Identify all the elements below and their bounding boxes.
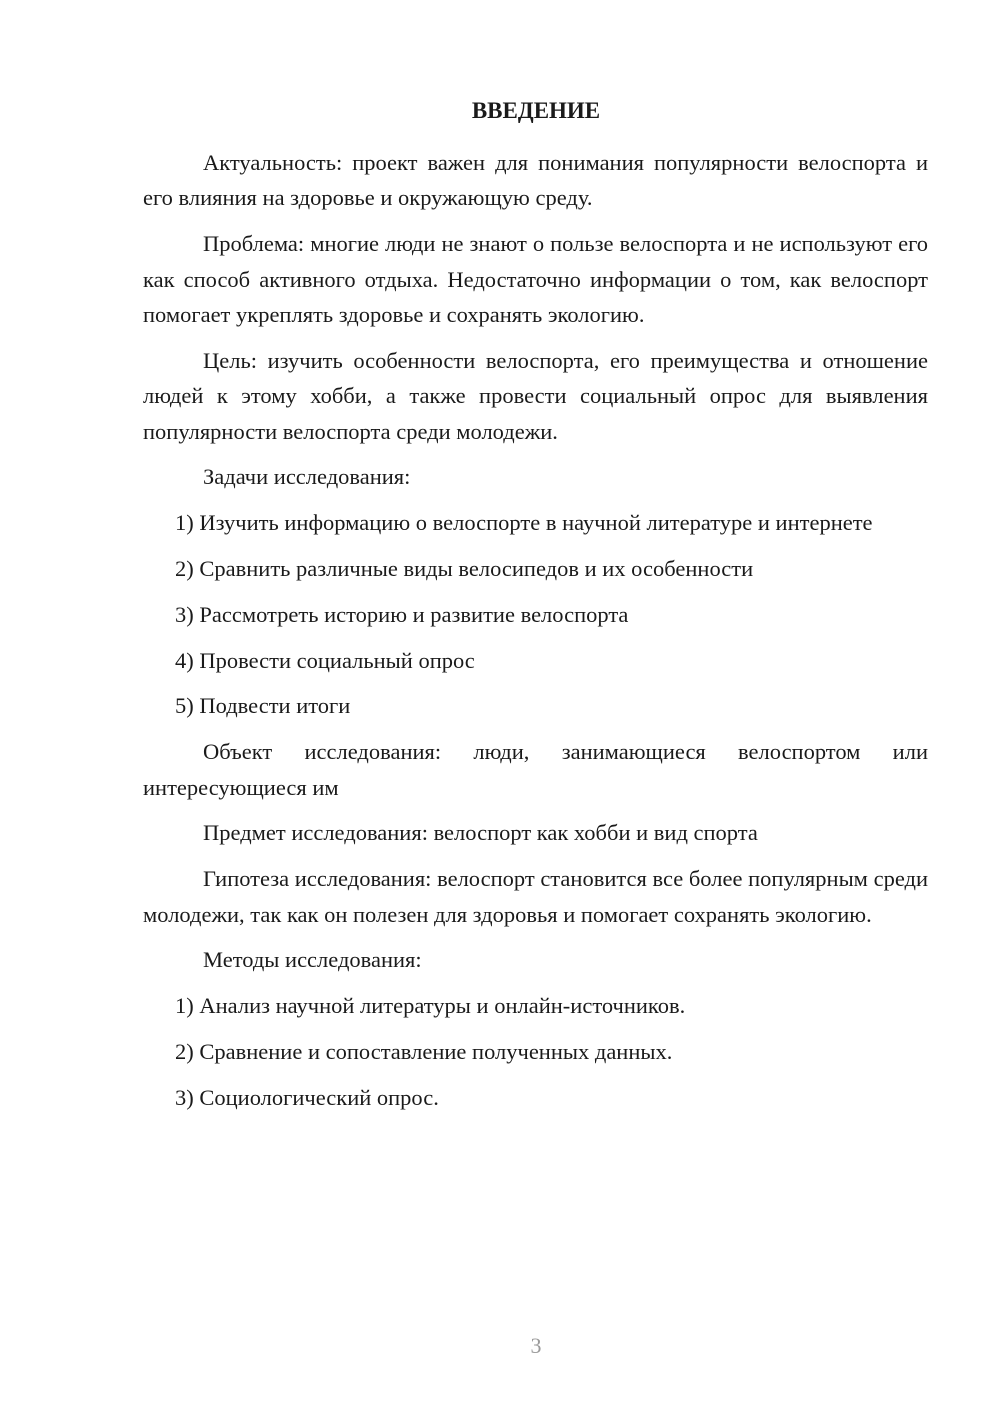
document-body [143, 145, 928, 1126]
list-item: 5) Подвести итоги [175, 693, 351, 719]
tasks-list [143, 505, 928, 724]
hypothesis-paragraph: Гипотеза исследования: велоспорт становится все более популярным среди молодежи, так как он полезен для здоровья и помогает сохранять экологию. [143, 866, 928, 927]
page-title: ВВЕДЕНИЕ [471, 98, 601, 123]
list-item: 4) Провести социальный опрос [175, 647, 475, 673]
methods-list [143, 988, 928, 1115]
list-item: 2) Сравнение и сопоставление полученных данных. [175, 1039, 673, 1064]
list-item: 2) Сравнить различные виды велосипедов и их особенности [175, 556, 754, 582]
list-item: 1) Анализ научной литературы и онлайн-источников. [175, 993, 686, 1019]
methods-heading: Методы исследования: [203, 947, 422, 973]
subject-paragraph: Предмет исследования: велоспорт как хобби и вид спорта [203, 820, 758, 846]
page-number: 3 [530, 1333, 542, 1358]
list-item: 3) Социологический опрос. [175, 1084, 439, 1110]
relevance-paragraph: Актуальность: проект важен для понимания популярности велоспорта и его влияния на здоровье и окружающую среду. [143, 150, 928, 211]
list-item: 3) Рассмотреть историю и развитие велоспорта [175, 601, 629, 627]
problem-paragraph: Проблема: многие люди не знают о пользе велоспорта и не используют его как способ активного отдыха. Недостаточно информации о том, как велоспорт помогает укреплять здоровье и сохранять экологию. [143, 231, 928, 328]
goal-paragraph: Цель: изучить особенности велоспорта, его преимущества и отношение людей к этому хобби, а также провести социальный опрос для выявления популярности велоспорта среди молодежи. [143, 347, 928, 444]
tasks-heading: Задачи исследования: [203, 464, 411, 490]
object-paragraph: Объект исследования: люди, занимающиеся велоспортом или интересующиеся им [143, 739, 928, 800]
list-item: 1) Изучить информацию о велоспорте в научной литературе и интернете [175, 510, 873, 536]
